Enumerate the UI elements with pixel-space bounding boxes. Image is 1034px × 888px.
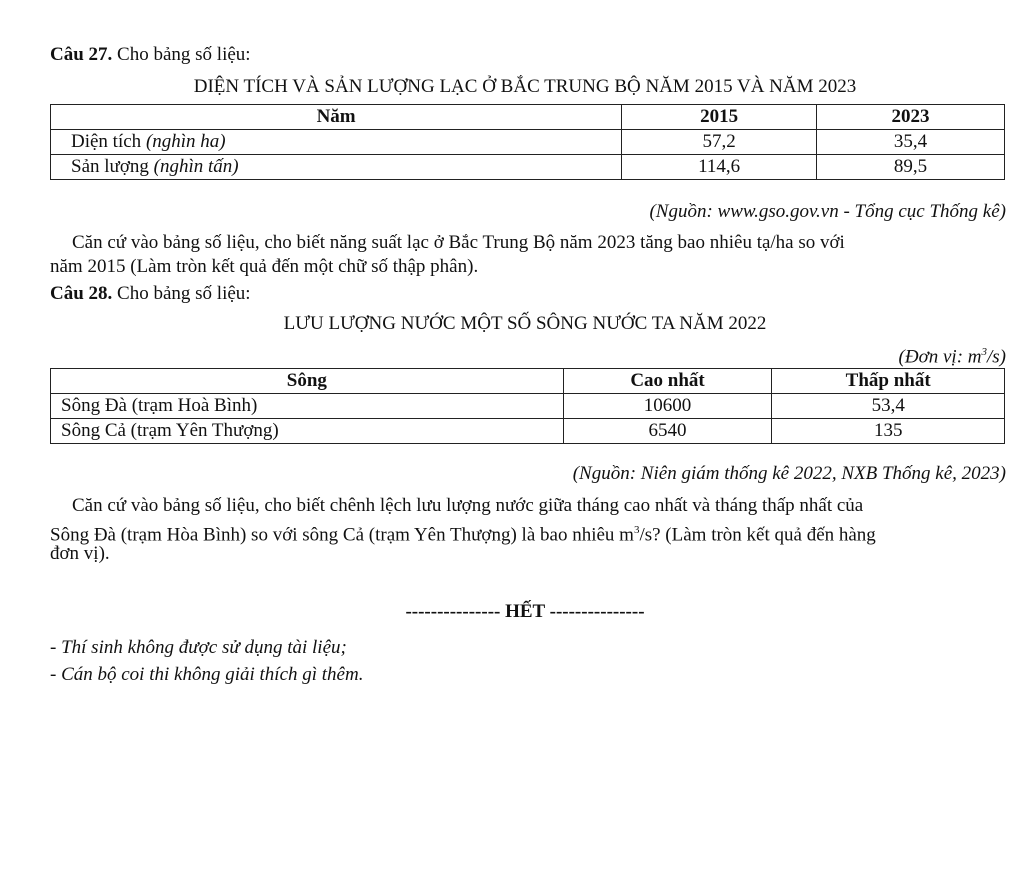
- q27-question-line1: Căn cứ vào bảng số liệu, cho biết năng suất lạc ở Bắc Trung Bộ năm 2023 tăng bao nhiêu tạ/ha so với: [72, 232, 845, 253]
- cell-2015: 57,2: [622, 130, 817, 155]
- row-label-text: Diện tích: [71, 131, 146, 152]
- end-marker-text: --------------- HẾT ---------------: [405, 601, 645, 622]
- table-row: [51, 155, 1005, 180]
- river-name: Sông Đà (trạm Hoà Bình): [51, 394, 564, 419]
- cell-max: 6540: [563, 419, 772, 444]
- q27-question-line2: năm 2015 (Làm tròn kết quả đến một chữ số thập phân).: [50, 256, 479, 277]
- table-header-row: [51, 369, 1005, 394]
- table-row: [51, 394, 1005, 419]
- cell-min: 135: [772, 419, 1005, 444]
- note-1: - Thí sinh không được sử dụng tài liệu;: [50, 637, 347, 658]
- q27-label: Câu 27.: [50, 44, 113, 65]
- q28-question-line2: [50, 518, 876, 547]
- cell-2023: 89,5: [816, 155, 1004, 180]
- table-row: [51, 419, 1005, 444]
- header-year: Năm: [51, 105, 622, 130]
- q28-question-line3: đơn vị).: [50, 543, 110, 564]
- q27-intro: Cho bảng số liệu:: [112, 44, 251, 65]
- q28-unit: [899, 340, 1006, 369]
- q27-table-title: DIỆN TÍCH VÀ SẢN LƯỢNG LẠC Ở BẮC TRUNG BỘ NĂM 2015 VÀ NĂM 2023: [193, 76, 857, 97]
- header-2015: 2015: [622, 105, 817, 130]
- header-min: Thấp nhất: [772, 369, 1005, 394]
- q28-unit-prefix: (Đơn vị: m: [898, 346, 982, 368]
- q28-question-line2-a: Sông Đà (trạm Hòa Bình) so với sông Cả (trạm Yên Thượng) là bao nhiêu m: [50, 524, 634, 546]
- river-name: Sông Cả (trạm Yên Thượng): [51, 419, 564, 444]
- q28-question-sup: 3: [633, 524, 640, 536]
- cell-min: 53,4: [772, 394, 1005, 419]
- row-label: [51, 130, 622, 155]
- q27-source: (Nguồn: www.gso.gov.vn - Tổng cục Thống kê): [649, 201, 1006, 222]
- header-2023: 2023: [816, 105, 1004, 130]
- table-header-row: [51, 105, 1005, 130]
- q28-table-title: LƯU LƯỢNG NƯỚC MỘT SỐ SÔNG NƯỚC TA NĂM 2022: [283, 313, 767, 334]
- note-2: - Cán bộ coi thi không giải thích gì thêm.: [50, 664, 364, 685]
- row-label: [51, 155, 622, 180]
- row-unit: (nghìn ha): [145, 131, 226, 152]
- cell-2023: 35,4: [816, 130, 1004, 155]
- q28-unit-suffix: /s): [987, 346, 1006, 368]
- q28-heading: [50, 282, 251, 306]
- q27-table: [50, 104, 1005, 180]
- row-label-text: Sản lượng: [71, 156, 154, 177]
- table-row: [51, 130, 1005, 155]
- header-river: Sông: [51, 369, 564, 394]
- cell-max: 10600: [563, 394, 772, 419]
- row-unit: (nghìn tấn): [153, 156, 239, 177]
- q28-intro: Cho bảng số liệu:: [112, 283, 251, 304]
- q28-label: Câu 28.: [50, 283, 113, 304]
- q28-question-line2-b: /s? (Làm tròn kết quả đến hàng: [639, 524, 876, 546]
- q28-unit-sup: 3: [981, 346, 987, 358]
- header-max: Cao nhất: [563, 369, 772, 394]
- q28-source: (Nguồn: Niên giám thống kê 2022, NXB Thống kê, 2023): [572, 463, 1006, 484]
- end-marker: [0, 600, 1034, 624]
- q28-question-line1: Căn cứ vào bảng số liệu, cho biết chênh lệch lưu lượng nước giữa tháng cao nhất và tháng thấp nhất của: [72, 495, 864, 516]
- cell-2015: 114,6: [622, 155, 817, 180]
- q27-heading: [50, 43, 251, 67]
- q28-table: [50, 368, 1005, 444]
